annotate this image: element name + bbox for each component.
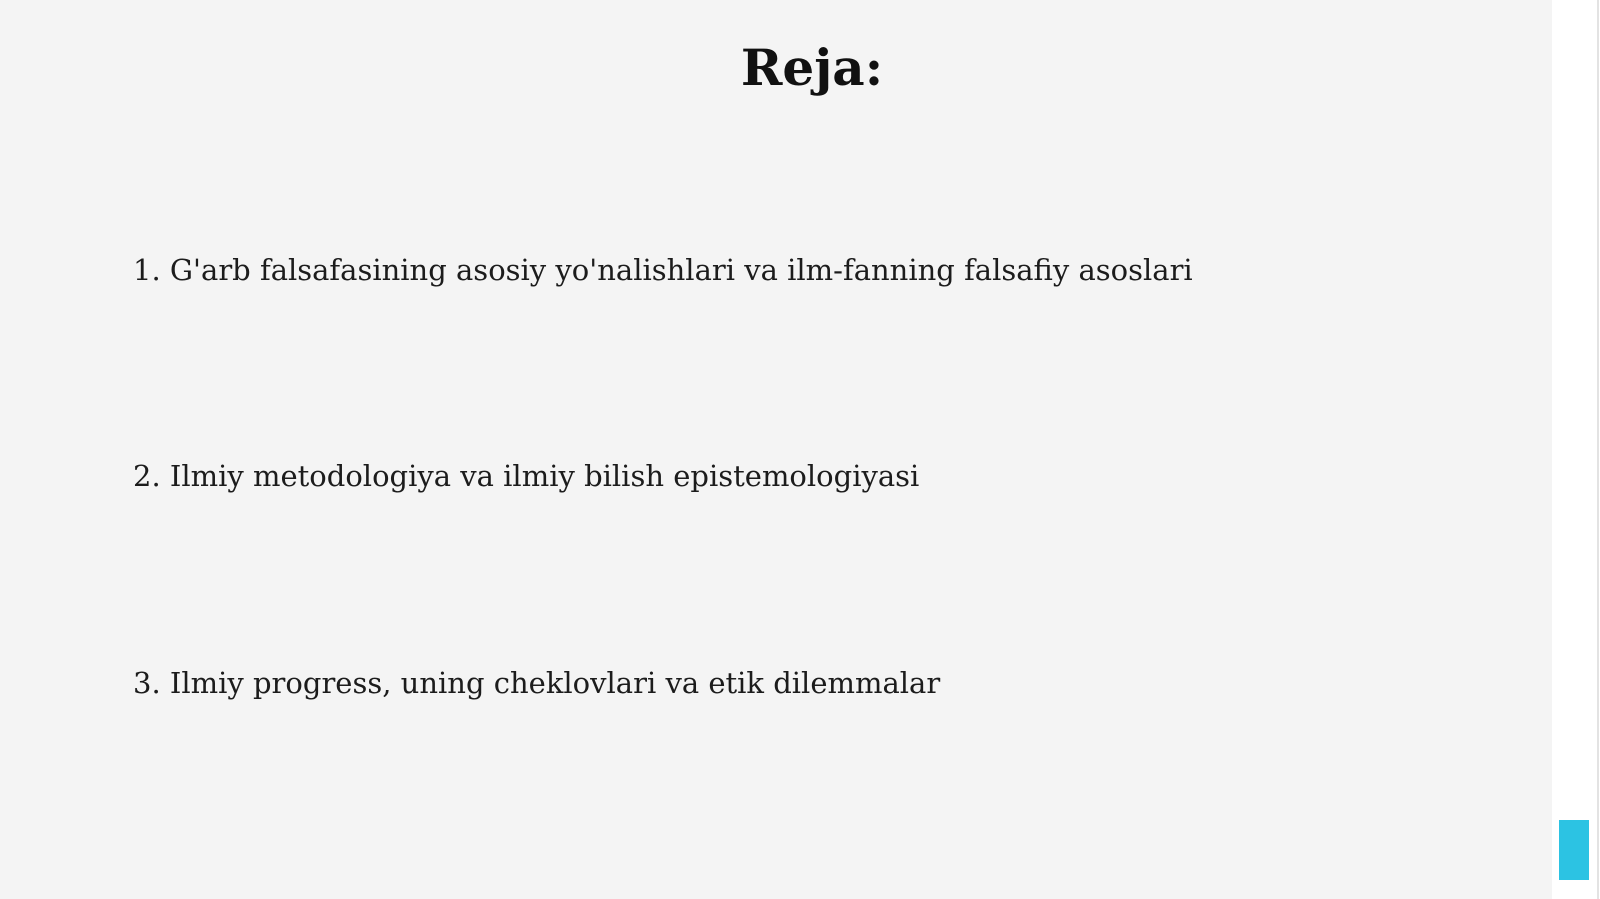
plan-item-3: 3. Ilmiy progress, uning cheklovlari va etik dilemmalar (133, 666, 941, 700)
plan-item-2: 2. Ilmiy metodologiya va ilmiy bilish epistemologiyasi (133, 459, 920, 493)
plan-item-1: 1. G'arb falsafasining asosiy yo'nalishlari va ilm-fanning falsafiy asoslari (133, 253, 1193, 287)
scrollbar-track[interactable] (1552, 0, 1600, 899)
scrollbar-thumb[interactable] (1559, 820, 1589, 880)
slide-title: Reja: (740, 38, 884, 97)
window-edge (1597, 0, 1599, 899)
